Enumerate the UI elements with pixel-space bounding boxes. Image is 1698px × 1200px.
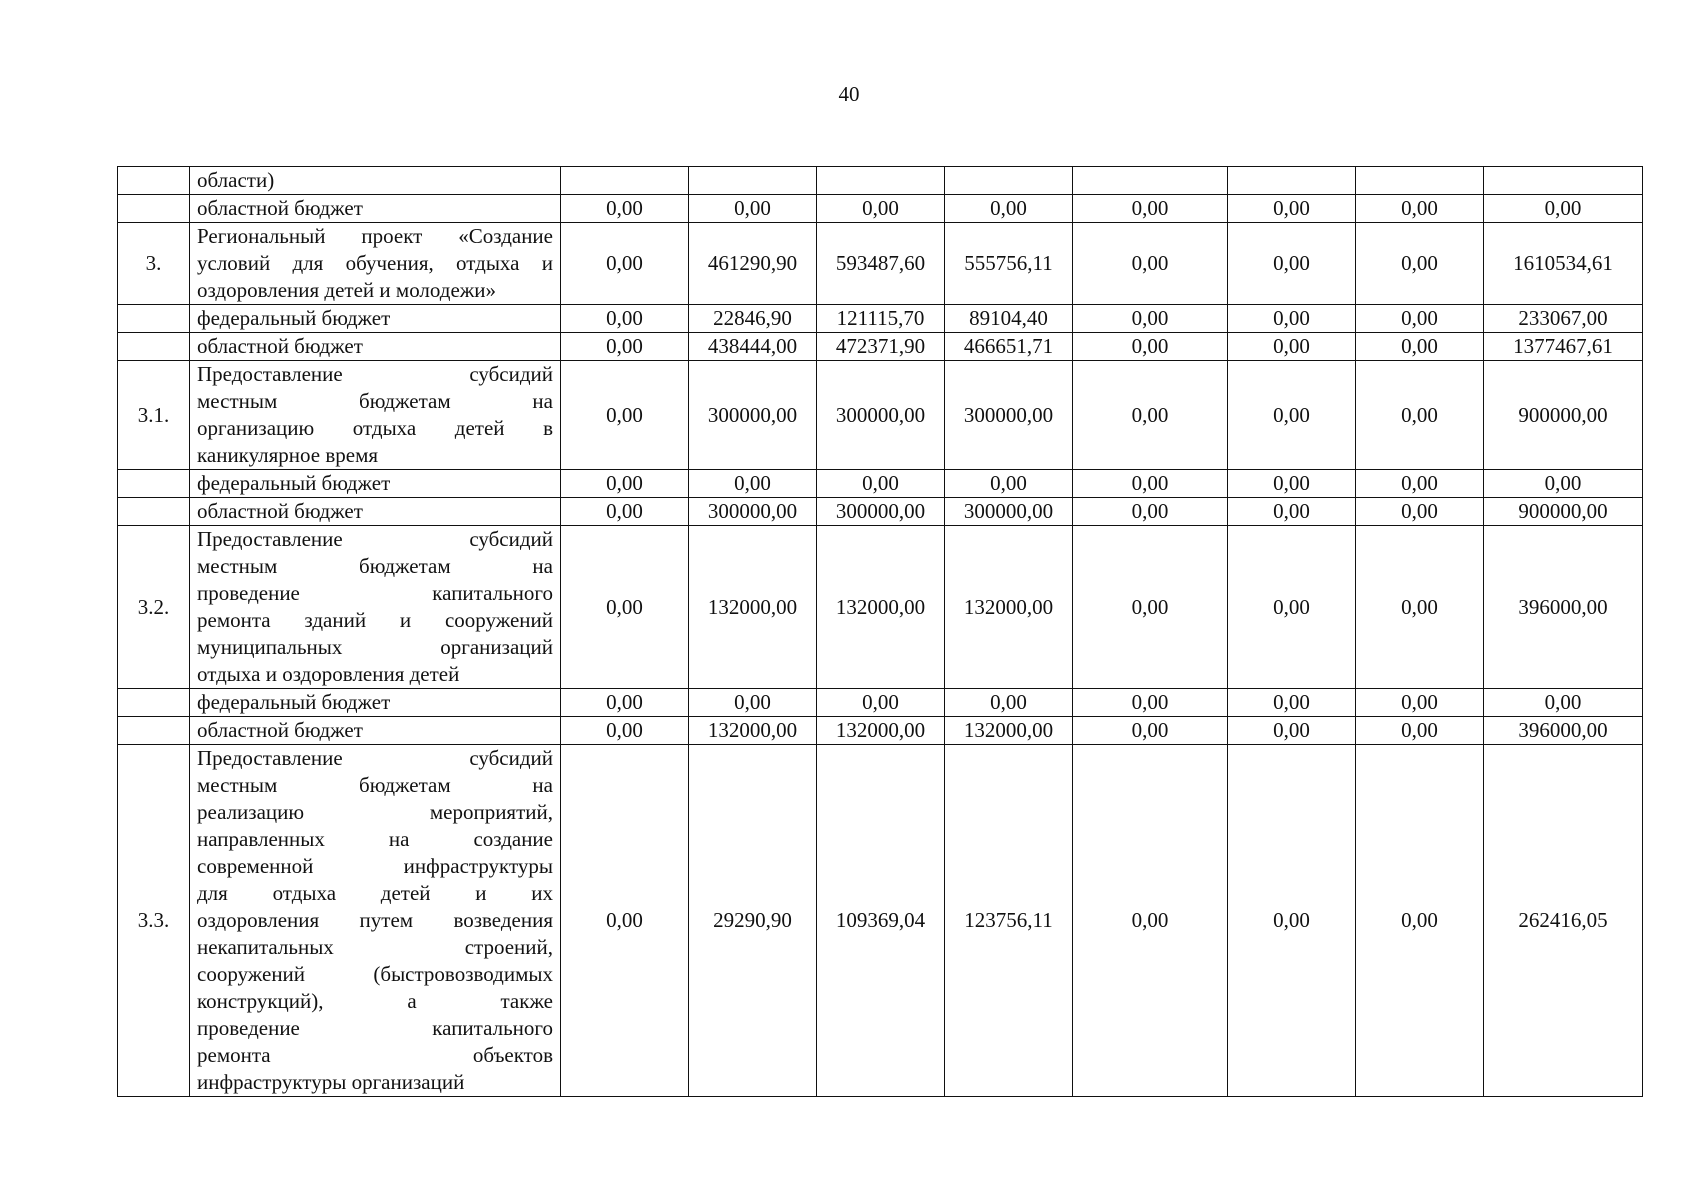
- row-name-line: некапитальных строений,: [197, 935, 553, 959]
- table-row: [118, 717, 1643, 745]
- value-cell: 0,00: [817, 195, 945, 223]
- row-number-cell: [118, 333, 190, 361]
- row-number-cell: 3.2.: [118, 526, 190, 689]
- row-name-line: каникулярное время: [197, 443, 379, 467]
- value-cell: 0,00: [945, 195, 1073, 223]
- table-row: [118, 195, 1643, 223]
- value-cell: 900000,00: [1484, 361, 1643, 470]
- value-cell: 0,00: [561, 361, 689, 470]
- value-cell: 0,00: [1073, 498, 1228, 526]
- row-name-line: федеральный бюджет: [197, 471, 391, 495]
- value-cell: 0,00: [1228, 223, 1356, 305]
- value-cell: 233067,00: [1484, 305, 1643, 333]
- value-cell: 0,00: [561, 745, 689, 1097]
- row-name-line: оздоровления детей и молодежи»: [197, 278, 497, 302]
- row-number-cell: 3.1.: [118, 361, 190, 470]
- value-cell: 0,00: [817, 689, 945, 717]
- value-cell: 0,00: [1228, 498, 1356, 526]
- row-name-line: организацию отдыха детей в: [197, 416, 553, 440]
- row-name-cell: [190, 333, 561, 361]
- row-number-cell: [118, 305, 190, 333]
- row-name-line: конструкций), а также: [197, 989, 553, 1013]
- row-name-line: современной инфраструктуры: [197, 854, 553, 878]
- value-cell: 0,00: [561, 498, 689, 526]
- value-cell: 555756,11: [945, 223, 1073, 305]
- value-cell: 109369,04: [817, 745, 945, 1097]
- row-name-cell: [190, 526, 561, 689]
- value-cell: 0,00: [1228, 745, 1356, 1097]
- value-cell: 132000,00: [689, 526, 817, 689]
- value-cell: 132000,00: [817, 717, 945, 745]
- row-name-cell: [190, 470, 561, 498]
- row-name-line: отдыха и оздоровления детей: [197, 662, 460, 686]
- row-name-line: местным бюджетам на: [197, 773, 553, 797]
- row-name-line: проведение капитального: [197, 581, 553, 605]
- value-cell: 0,00: [1484, 195, 1643, 223]
- row-name-line: ремонта зданий и сооружений: [197, 608, 553, 632]
- row-number-cell: [118, 717, 190, 745]
- row-number-cell: [118, 167, 190, 195]
- value-cell: 0,00: [1073, 470, 1228, 498]
- value-cell: 0,00: [689, 470, 817, 498]
- value-cell: [1228, 167, 1356, 195]
- row-name-line: Региональный проект «Создание: [197, 224, 553, 248]
- row-name-line: направленных на создание: [197, 827, 553, 851]
- value-cell: 593487,60: [817, 223, 945, 305]
- value-cell: 121115,70: [817, 305, 945, 333]
- value-cell: 0,00: [561, 195, 689, 223]
- table-row: [118, 167, 1643, 195]
- value-cell: 0,00: [561, 470, 689, 498]
- row-name-cell: [190, 498, 561, 526]
- row-number-cell: [118, 470, 190, 498]
- value-cell: 0,00: [1356, 526, 1484, 689]
- value-cell: [945, 167, 1073, 195]
- value-cell: 0,00: [1228, 526, 1356, 689]
- value-cell: 132000,00: [817, 526, 945, 689]
- row-name-line: федеральный бюджет: [197, 306, 391, 330]
- value-cell: 0,00: [1356, 498, 1484, 526]
- value-cell: 89104,40: [945, 305, 1073, 333]
- row-name-line: местным бюджетам на: [197, 389, 553, 413]
- row-name-cell: [190, 361, 561, 470]
- value-cell: [1484, 167, 1643, 195]
- value-cell: 1610534,61: [1484, 223, 1643, 305]
- row-name-line: условий для обучения, отдыха и: [197, 251, 553, 275]
- value-cell: 0,00: [561, 223, 689, 305]
- table-row: [118, 333, 1643, 361]
- value-cell: 1377467,61: [1484, 333, 1643, 361]
- row-name-line: Предоставление субсидий: [197, 746, 553, 770]
- value-cell: 132000,00: [689, 717, 817, 745]
- table-row: [118, 498, 1643, 526]
- row-name-line: реализацию мероприятий,: [197, 800, 553, 824]
- value-cell: 472371,90: [817, 333, 945, 361]
- value-cell: 396000,00: [1484, 717, 1643, 745]
- value-cell: 0,00: [1484, 689, 1643, 717]
- value-cell: 0,00: [561, 333, 689, 361]
- row-name-line: Предоставление субсидий: [197, 362, 553, 386]
- value-cell: 0,00: [1228, 717, 1356, 745]
- table-body: [118, 167, 1643, 1097]
- row-number-cell: 3.: [118, 223, 190, 305]
- value-cell: 0,00: [1073, 526, 1228, 689]
- value-cell: 0,00: [1356, 470, 1484, 498]
- value-cell: 0,00: [1228, 195, 1356, 223]
- value-cell: 0,00: [1356, 223, 1484, 305]
- value-cell: 0,00: [1356, 689, 1484, 717]
- value-cell: 0,00: [1073, 361, 1228, 470]
- row-name-cell: [190, 745, 561, 1097]
- value-cell: 300000,00: [945, 498, 1073, 526]
- value-cell: 300000,00: [689, 498, 817, 526]
- value-cell: [817, 167, 945, 195]
- row-name-line: областной бюджет: [197, 499, 363, 523]
- row-number-cell: 3.3.: [118, 745, 190, 1097]
- row-name-line: областной бюджет: [197, 718, 363, 742]
- value-cell: 0,00: [1073, 223, 1228, 305]
- value-cell: 0,00: [1228, 689, 1356, 717]
- table-row: [118, 689, 1643, 717]
- value-cell: 300000,00: [945, 361, 1073, 470]
- row-name-line: федеральный бюджет: [197, 690, 391, 714]
- value-cell: 0,00: [561, 717, 689, 745]
- value-cell: 0,00: [817, 470, 945, 498]
- value-cell: 0,00: [689, 689, 817, 717]
- value-cell: 262416,05: [1484, 745, 1643, 1097]
- value-cell: [689, 167, 817, 195]
- table-row: [118, 745, 1643, 1097]
- value-cell: 0,00: [561, 689, 689, 717]
- table-row: [118, 526, 1643, 689]
- budget-table: [117, 166, 1643, 1097]
- row-number-cell: [118, 195, 190, 223]
- value-cell: 300000,00: [817, 361, 945, 470]
- value-cell: 300000,00: [689, 361, 817, 470]
- row-name-cell: [190, 305, 561, 333]
- table-row: [118, 305, 1643, 333]
- row-name-line: проведение капитального: [197, 1016, 553, 1040]
- value-cell: 0,00: [1228, 470, 1356, 498]
- value-cell: 0,00: [1228, 333, 1356, 361]
- value-cell: 0,00: [689, 195, 817, 223]
- row-name-line: областной бюджет: [197, 196, 363, 220]
- value-cell: 132000,00: [945, 717, 1073, 745]
- row-name-cell: [190, 717, 561, 745]
- value-cell: [561, 167, 689, 195]
- value-cell: 0,00: [945, 689, 1073, 717]
- value-cell: 300000,00: [817, 498, 945, 526]
- value-cell: 123756,11: [945, 745, 1073, 1097]
- value-cell: 0,00: [561, 305, 689, 333]
- row-name-line: для отдыха детей и их: [197, 881, 553, 905]
- value-cell: 0,00: [1073, 333, 1228, 361]
- row-name-cell: [190, 689, 561, 717]
- table-row: [118, 223, 1643, 305]
- row-name-line: оздоровления путем возведения: [197, 908, 553, 932]
- value-cell: 0,00: [1356, 745, 1484, 1097]
- row-number-cell: [118, 498, 190, 526]
- value-cell: 0,00: [561, 526, 689, 689]
- value-cell: 0,00: [1356, 333, 1484, 361]
- value-cell: 22846,90: [689, 305, 817, 333]
- row-name-line: сооружений (быстровозводимых: [197, 962, 553, 986]
- table-row: [118, 361, 1643, 470]
- value-cell: [1073, 167, 1228, 195]
- value-cell: 0,00: [1356, 195, 1484, 223]
- row-name-line: области): [197, 168, 275, 192]
- value-cell: 0,00: [1073, 305, 1228, 333]
- value-cell: 0,00: [1484, 470, 1643, 498]
- value-cell: [1356, 167, 1484, 195]
- row-name-line: инфраструктуры организаций: [197, 1070, 465, 1094]
- value-cell: 132000,00: [945, 526, 1073, 689]
- value-cell: 0,00: [945, 470, 1073, 498]
- row-name-line: муниципальных организаций: [197, 635, 553, 659]
- page-number: 40: [838, 82, 860, 106]
- value-cell: 0,00: [1356, 361, 1484, 470]
- value-cell: 0,00: [1073, 689, 1228, 717]
- value-cell: 0,00: [1228, 361, 1356, 470]
- value-cell: 438444,00: [689, 333, 817, 361]
- row-name-line: областной бюджет: [197, 334, 363, 358]
- row-name-line: местным бюджетам на: [197, 554, 553, 578]
- value-cell: 29290,90: [689, 745, 817, 1097]
- row-name-cell: [190, 195, 561, 223]
- row-name-line: ремонта объектов: [197, 1043, 553, 1067]
- value-cell: 466651,71: [945, 333, 1073, 361]
- value-cell: 0,00: [1073, 717, 1228, 745]
- row-name-cell: [190, 167, 561, 195]
- value-cell: 0,00: [1356, 717, 1484, 745]
- row-number-cell: [118, 689, 190, 717]
- value-cell: 900000,00: [1484, 498, 1643, 526]
- table-row: [118, 470, 1643, 498]
- row-name-line: Предоставление субсидий: [197, 527, 553, 551]
- value-cell: 0,00: [1228, 305, 1356, 333]
- value-cell: 0,00: [1073, 195, 1228, 223]
- value-cell: 0,00: [1073, 745, 1228, 1097]
- value-cell: 0,00: [1356, 305, 1484, 333]
- value-cell: 461290,90: [689, 223, 817, 305]
- value-cell: 396000,00: [1484, 526, 1643, 689]
- row-name-cell: [190, 223, 561, 305]
